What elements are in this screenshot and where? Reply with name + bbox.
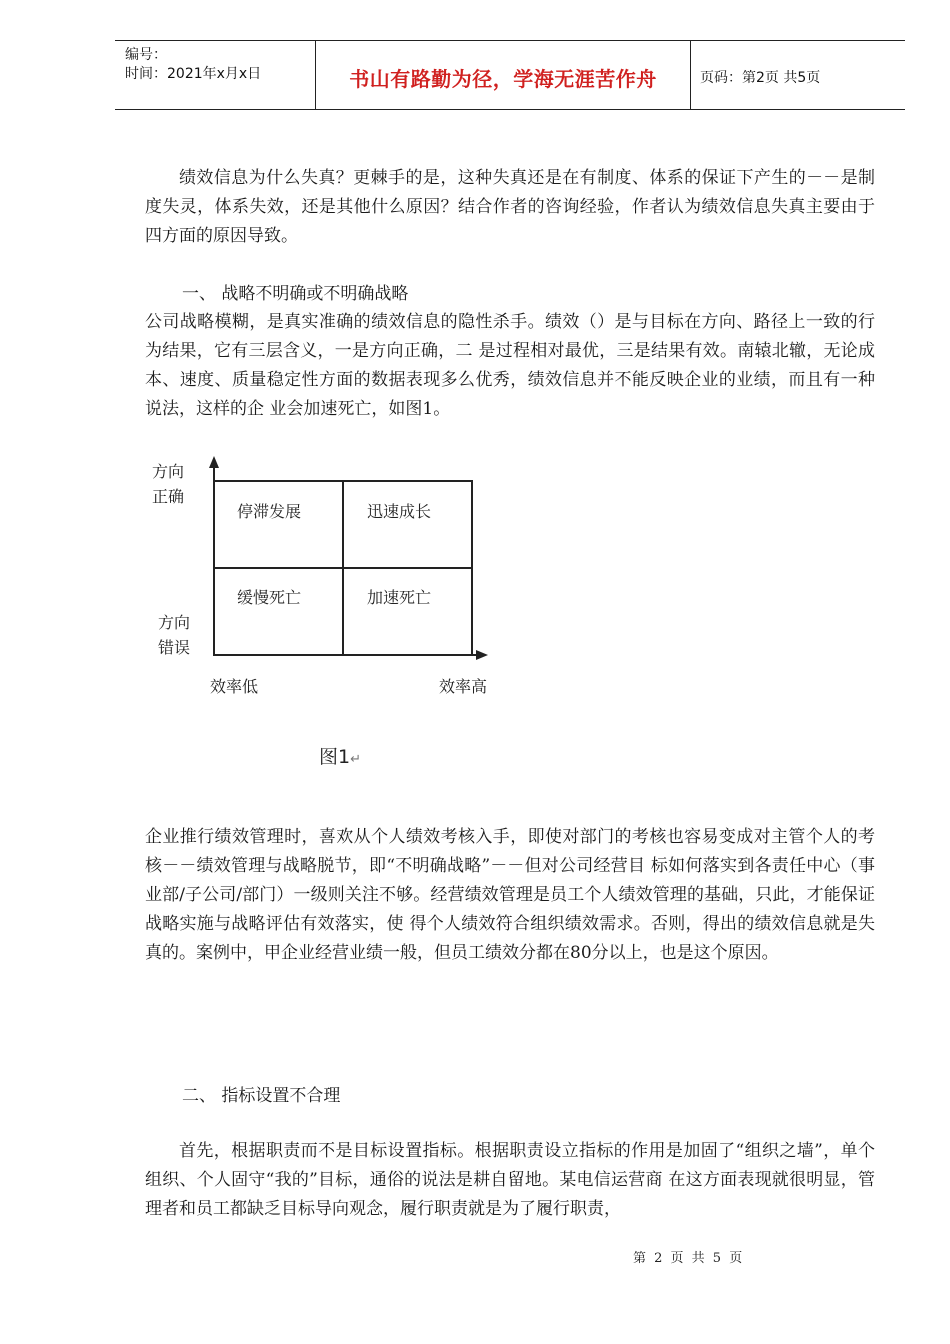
x-left-label: 效率低 [210,677,259,696]
number-label: 编号： [125,47,167,63]
motto-text: 书山有路勤为径，学海无涯苦作舟 [349,67,657,91]
header-motto-cell [315,41,691,109]
y-bottom-label-line1: 方向 [158,613,191,632]
quadrant-bottom-right: 加速死亡 [367,588,432,607]
section-heading-1: 一、 战略不明确或不明确战略 [182,284,409,304]
quadrant-diagram [145,452,505,702]
paragraph-performance: 企业推行绩效管理时，喜欢从个人绩效考核入手，即使对部门的考核也容易变成对主管个人的考核－－绩效管理与战略脱节，即“不明确战略”－－但对公司经营目 标如何落实到各责任中心（事业部/子公司/部门）一级则关注不够。经营绩效管理是员工个人绩效管理的基础，只此，才能保证战略实施与战略评估有效落实，使 得个人绩效符合组织绩效需求。否则，得出的绩效信息就是失真的。案例中，甲企业经营业绩一般，但员工绩效分都在80分以上，也是这个原因。 [145,827,876,963]
y-top-label-line1: 方向 [152,462,185,481]
section-heading-2: 二、 指标设置不合理 [182,1086,341,1106]
page-footer: 第 2 页 共 5 页 [633,1251,745,1266]
header-page-cell [690,41,905,109]
y-bottom-label-line2: 错误 [158,638,191,657]
quadrant-bottom-left: 缓慢死亡 [237,588,302,607]
y-top-label-line2: 正确 [152,487,185,506]
figure-caption-text: 图1 [319,746,351,768]
figure-quadrant-matrix [145,452,505,702]
x-axis-arrow [476,650,488,660]
quadrant-top-right: 迅速成长 [367,502,432,521]
header-meta-cell [115,41,315,109]
time-label: 时间：2021年x月x日 [125,66,262,82]
quadrant-top-left: 停滞发展 [237,502,302,521]
y-axis-arrow [209,456,219,468]
paragraph-indicators: 首先，根据职责而不是目标设置指标。根据职责设立指标的作用是加固了“组织之墙”，单个组织、个人固守“我的”目标，通俗的说法是耕自留地。某电信运营商 在这方面表现就很明显，管理者和员工都缺乏目标导向观念，履行职责就是为了履行职责， [145,1141,875,1219]
paragraph-strategy: 公司战略模糊，是真实准确的绩效信息的隐性杀手。绩效（）是与目标在方向、路径上一致的行为结果，它有三层含义，一是方向正确，二 是过程相对最优，三是结果有效。南辕北辙，无论成本、速度、质量稳定性方面的数据表现多么优秀，绩效信息并不能反映企业的业绩，而且有一种说法，这样的企 业会加速死亡，如图1。 [145,312,875,419]
document-header [115,40,905,110]
x-right-label: 效率高 [439,677,488,696]
figure-caption [319,742,361,769]
paragraph-intro: 绩效信息为什么失真？更棘手的是，这种失真还是在有制度、体系的保证下产生的－－是制度失灵，体系失效，还是其他什么原因？结合作者的咨询经验，作者认为绩效信息失真主要由于四方面的原因导致。 [145,168,875,246]
page-info: 页码：第2页 共5页 [700,70,821,86]
paragraph-mark-icon: ↵ [350,752,361,767]
